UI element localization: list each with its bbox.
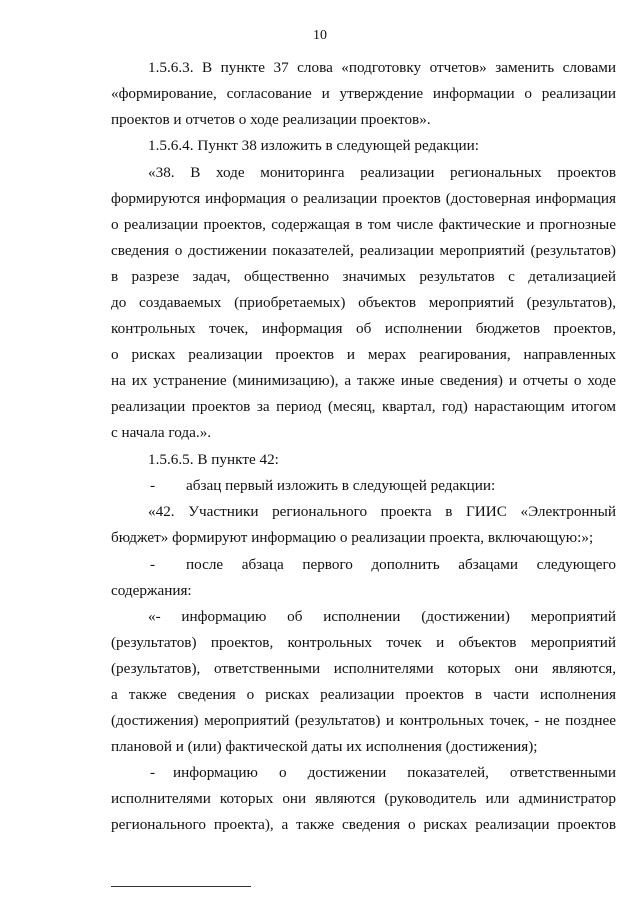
paragraph-line: 1.5.6.3. В пункте 37 слова «подготовку отчетов» заменить словами: [148, 59, 616, 76]
list-dash: -: [150, 764, 156, 781]
paragraph-line: 1.5.6.5. В пункте 42:: [148, 451, 279, 468]
paragraph-line: о рисках реализации проектов и мерах реагирования, направленных: [111, 346, 616, 363]
paragraph-line: а также сведения о рисках реализации проектов в части исполнения: [111, 686, 616, 703]
paragraph-line: реализации проектов за период (месяц, квартал, год) нарастающим итогом: [111, 398, 616, 415]
paragraph-line: (результатов), ответственными исполнителями которых они являются,: [111, 660, 616, 677]
paragraph-line: плановой и (или) фактической даты их исполнения (достижения);: [111, 738, 538, 755]
paragraph-line: «- информацию об исполнении (достижении) мероприятий: [148, 608, 616, 625]
paragraph-line: «формирование, согласование и утверждение информации о реализации: [111, 85, 616, 102]
paragraph-line: (достижения) мероприятий (результатов) и контрольных точек, - не позднее: [111, 712, 616, 729]
paragraph-line: контрольных точек, информация об исполнении бюджетов проектов,: [111, 320, 616, 337]
paragraph-line: «42. Участники регионального проекта в ГИИС «Электронный: [148, 503, 616, 520]
paragraph-line: до создаваемых (приобретаемых) объектов мероприятий (результатов),: [111, 294, 616, 311]
paragraph-line: информацию о достижении показателей, ответственными: [173, 764, 616, 781]
paragraph-line: (результатов) проектов, контрольных точек и объектов мероприятий: [111, 634, 616, 651]
paragraph-line: на их устранение (минимизацию), а также иные сведения) и отчеты о ходе: [111, 372, 616, 389]
paragraph-line: о реализации проектов, содержащая в том числе фактические и прогнозные: [111, 216, 616, 233]
paragraph-line: в разрезе задач, общественно значимых результатов с детализацией: [111, 268, 616, 285]
paragraph-line: 1.5.6.4. Пункт 38 изложить в следующей редакции:: [148, 137, 479, 154]
footnote-divider: [111, 886, 251, 887]
paragraph-line: абзац первый изложить в следующей редакции:: [186, 477, 496, 494]
paragraph-line: исполнителями которых они являются (руководитель или администратор: [111, 790, 616, 807]
list-dash: -: [150, 477, 156, 494]
paragraph-line: после абзаца первого дополнить абзацами следующего: [186, 556, 616, 573]
paragraph-line: содержания:: [111, 582, 192, 599]
paragraph-line: «38. В ходе мониторинга реализации региональных проектов: [148, 164, 616, 181]
list-dash: -: [150, 556, 156, 573]
paragraph-line: регионального проекта), а также сведения о рисках реализации проектов: [111, 816, 616, 833]
page-number: 10: [313, 28, 327, 43]
paragraph-line: формируются информация о реализации проектов (достоверная информация: [111, 190, 616, 207]
paragraph-line: с начала года.».: [111, 424, 212, 441]
paragraph-line: проектов и отчетов о ходе реализации проектов».: [111, 111, 431, 128]
paragraph-line: бюджет» формируют информацию о реализации проекта, включающую:»;: [111, 529, 594, 546]
paragraph-line: сведения о достижении показателей, реализации мероприятий (результатов): [111, 242, 616, 259]
